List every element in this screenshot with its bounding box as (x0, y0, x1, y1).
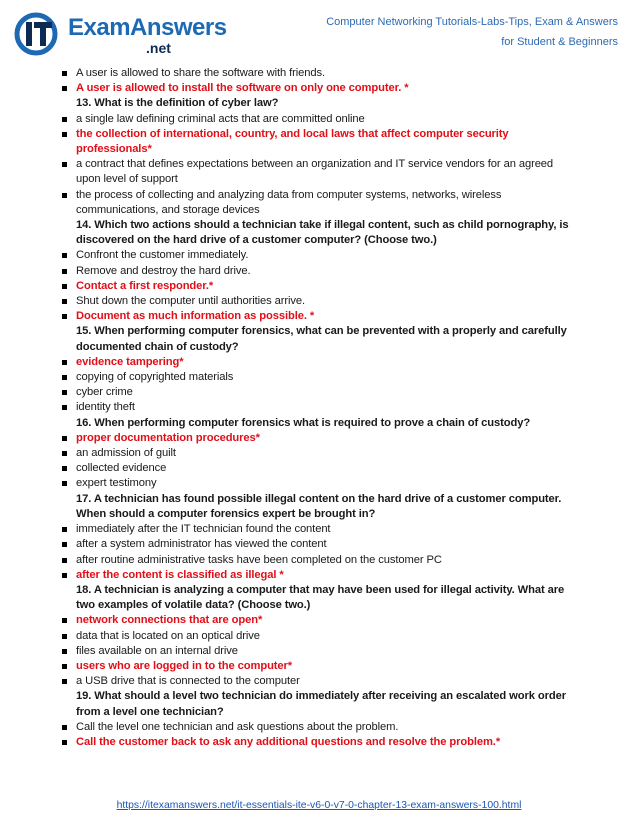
option-text: Call the customer back to ask any additional questions and resolve the problem.* (76, 735, 501, 748)
bullet-icon (62, 451, 67, 456)
answer-option (62, 157, 572, 187)
answer-option (62, 112, 572, 127)
bullet-icon (62, 117, 67, 122)
answer-option (62, 476, 572, 491)
bullet-icon (62, 649, 67, 654)
bullet-icon (62, 527, 67, 532)
option-text: proper documentation procedures* (76, 431, 260, 444)
bullet-icon (62, 360, 67, 365)
site-logo[interactable] (14, 8, 227, 60)
question-text: 14. Which two actions should a technician take if illegal content, such as child pornography, is discovered on the hard drive of a customer computer? (Choose two.) (76, 219, 569, 247)
option-text: A user is allowed to share the software with friends. (76, 67, 326, 79)
option-text: an admission of guilt (76, 447, 176, 460)
question-text: 13. What is the definition of cyber law? (76, 97, 279, 110)
bullet-icon (62, 162, 67, 167)
answer-option-correct (62, 81, 572, 96)
option-text: network connections that are open* (76, 614, 263, 627)
option-text: expert testimony (76, 477, 157, 490)
answer-option-correct (62, 613, 572, 628)
option-text: identity theft (76, 401, 135, 414)
site-tagline (288, 12, 618, 52)
answer-option (62, 248, 572, 263)
exam-content (62, 66, 572, 750)
bullet-icon (62, 634, 67, 639)
bullet-icon (62, 375, 67, 380)
bullet-icon (62, 481, 67, 486)
answer-option (62, 461, 572, 476)
bullet-icon (62, 284, 67, 289)
bullet-icon (62, 132, 67, 137)
logo-wordmark: ExamAnswers (68, 14, 227, 41)
answer-option (62, 446, 572, 461)
answer-option (62, 294, 572, 309)
option-text: files available on an internal drive (76, 644, 238, 657)
option-text: data that is located on an optical drive (76, 629, 260, 642)
answer-option (62, 553, 572, 568)
bullet-icon (62, 253, 67, 258)
answer-option (62, 629, 572, 644)
option-text: Shut down the computer until authorities arrive. (76, 295, 306, 308)
option-text: after routine administrative tasks have been completed on the customer PC (76, 553, 442, 566)
option-text: after a system administrator has viewed the content (76, 538, 327, 551)
bullet-icon (62, 466, 67, 471)
question-text: 17. A technician has found possible illegal content on the hard drive of a customer computer. When should a computer forensics expert be brought in? (76, 492, 562, 520)
answer-option (62, 370, 572, 385)
answer-option (62, 188, 572, 218)
logo-domain: .net (146, 40, 171, 56)
it-logo-icon (14, 8, 66, 60)
source-url-link[interactable]: https://itexamanswers.net/it-essentials-ite-v6-0-v7-0-chapter-13-exam-answers-100.html (116, 800, 522, 811)
option-text: a USB drive that is connected to the computer (76, 675, 300, 688)
bullet-icon (62, 664, 67, 669)
answer-option-correct (62, 735, 572, 750)
answer-option (62, 66, 572, 81)
answer-option (62, 522, 572, 537)
question-text: 16. When performing computer forensics what is required to prove a chain of custody? (76, 416, 531, 429)
bullet-icon (62, 558, 67, 563)
bullet-icon (62, 269, 67, 274)
bullet-icon (62, 390, 67, 395)
option-text: Document as much information as possible. * (76, 310, 315, 323)
option-text: Confront the customer immediately. (76, 249, 249, 262)
bullet-icon (62, 618, 67, 623)
answer-option-correct (62, 355, 572, 370)
bullet-icon (62, 573, 67, 578)
answer-option (62, 720, 572, 735)
option-text: A user is allowed to install the software on only one computer. * (76, 82, 409, 95)
answer-option (62, 385, 572, 400)
option-text: a single law defining criminal acts that are committed online (76, 112, 365, 125)
option-text: the collection of international, country, and local laws that affect computer security professionals* (76, 127, 509, 156)
answer-option (62, 644, 572, 659)
answer-option-correct (62, 127, 572, 157)
option-text: Call the level one technician and ask questions about the problem. (76, 720, 399, 733)
answer-option (62, 537, 572, 552)
answer-option-correct (62, 431, 572, 446)
bullet-icon (62, 740, 67, 745)
option-text: Contact a first responder.* (76, 279, 214, 292)
bullet-icon (62, 436, 67, 441)
option-text: cyber crime (76, 386, 133, 399)
bullet-icon (62, 86, 67, 91)
question-text: 19. What should a level two technician do immediately after receiving an escalated work order from a level one technician? (76, 690, 566, 718)
option-text: the process of collecting and analyzing data from computer systems, networks, wireless communications, and storage devices (76, 188, 502, 216)
bullet-icon (62, 314, 67, 319)
answer-option-correct (62, 309, 572, 324)
option-text: after the content is classified as illegal * (76, 568, 284, 581)
option-text: immediately after the IT technician found the content (76, 523, 331, 536)
page-header (0, 0, 638, 66)
option-text: collected evidence (76, 462, 167, 475)
tagline-line-1: Computer Networking Tutorials-Labs-Tips, Exam & Answers (326, 16, 618, 28)
answer-option (62, 674, 572, 689)
answer-option-correct (62, 568, 572, 583)
bullet-icon (62, 299, 67, 304)
bullet-icon (62, 725, 67, 730)
answer-option (62, 400, 572, 415)
question-text: 15. When performing computer forensics, what can be prevented with a properly and carefully documented chain of custody? (76, 325, 567, 353)
bullet-icon (62, 71, 67, 76)
bullet-icon (62, 405, 67, 410)
question-text: 18. A technician is analyzing a computer that may have been used for illegal activity. What are two examples of volatile data? (Choose two.) (76, 583, 565, 612)
bullet-icon (62, 193, 67, 198)
answer-option-correct (62, 659, 572, 674)
option-text: a contract that defines expectations between an organization and IT service vendors for an agreed upon level of support (76, 158, 554, 186)
option-text: copying of copyrighted materials (76, 371, 234, 384)
bullet-icon (62, 542, 67, 547)
answer-option (62, 264, 572, 279)
option-text: users who are logged in to the computer* (76, 659, 293, 672)
option-text: evidence tampering* (76, 355, 184, 368)
answer-option-correct (62, 279, 572, 294)
tagline-line-2: for Student & Beginners (501, 36, 618, 48)
bullet-icon (62, 679, 67, 684)
option-text: Remove and destroy the hard drive. (76, 264, 251, 277)
